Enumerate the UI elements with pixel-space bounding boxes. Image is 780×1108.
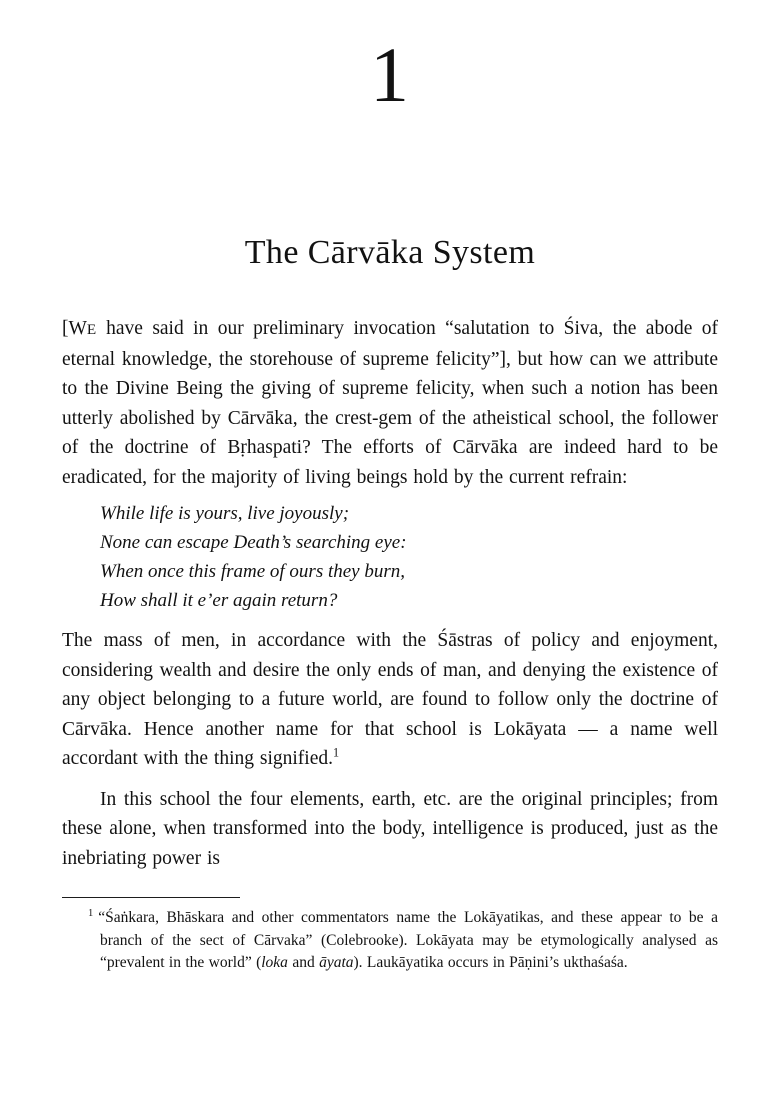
paragraph-2-text: The mass of men, in accordance with the Śāstras of policy and enjoyment, considering wealth and desire the only ends of man, and denying the existence of any object belonging to a future world, are found to follow only the doctrine of Cārvāka. Hence another name for that school is Lokāyata — a name well accordant with the thing signified. — [62, 630, 718, 769]
paragraph-2 — [62, 626, 718, 774]
paragraph-1-prefix: [W — [62, 318, 87, 339]
footnote-italic-loka: loka — [261, 954, 288, 971]
footnote-text-2: and — [287, 954, 320, 971]
paragraph-3: In this school the four elements, earth, etc. are the original principles; from these alone, when transformed into the body, intelligence is produced, just as the inebriating power is — [62, 788, 718, 869]
verse-line-3: When once this frame of ours they burn, — [100, 561, 406, 582]
paragraph-1 — [62, 314, 718, 492]
footnote-text-3: ). Laukāyatika occurs in Pāṇini’s ukthaśaśa. — [353, 954, 628, 971]
footnote-reference: 1 — [332, 745, 340, 760]
chapter-number: 1 — [370, 31, 410, 118]
paragraph-1-text: have said in our preliminary invocation “salutation to Śiva, the abode of eternal knowledge, the storehouse of supreme felicity”], but how can we attribute to the Divine Being the giving of supreme felicity, when such a notion has been utterly abolished by Cārvāka, the crest-gem of the atheistical school, the follower of the doctrine of Bṛhaspati? The efforts of Cārvāka are indeed hard to be eradicated, for the majority of living beings hold by the current refrain: — [62, 318, 718, 488]
page-title: The Cārvāka System — [244, 234, 536, 271]
verse-line-1: While life is yours, live joyously; — [100, 503, 350, 524]
verse-line-2: None can escape Death’s searching eye: — [100, 532, 407, 553]
footnote-text-1: “Śaṅkara, Bhāskara and other commentators name the Lokāyatikas, and these appear to be a branch of the sect of Cārvaka” (Colebrooke). Lokāyata may be etymologically analysed as “prevalent in the world” ( — [98, 909, 718, 971]
paragraph-1-smallcaps: E — [86, 321, 97, 338]
verse-block — [100, 499, 718, 615]
footnote-divider — [62, 897, 240, 898]
verse-line-4: How shall it e’er again return? — [100, 590, 338, 611]
footnote-marker: 1 — [88, 907, 94, 919]
footnote-italic-ayata: āyata — [319, 954, 354, 971]
footnote — [62, 907, 718, 975]
